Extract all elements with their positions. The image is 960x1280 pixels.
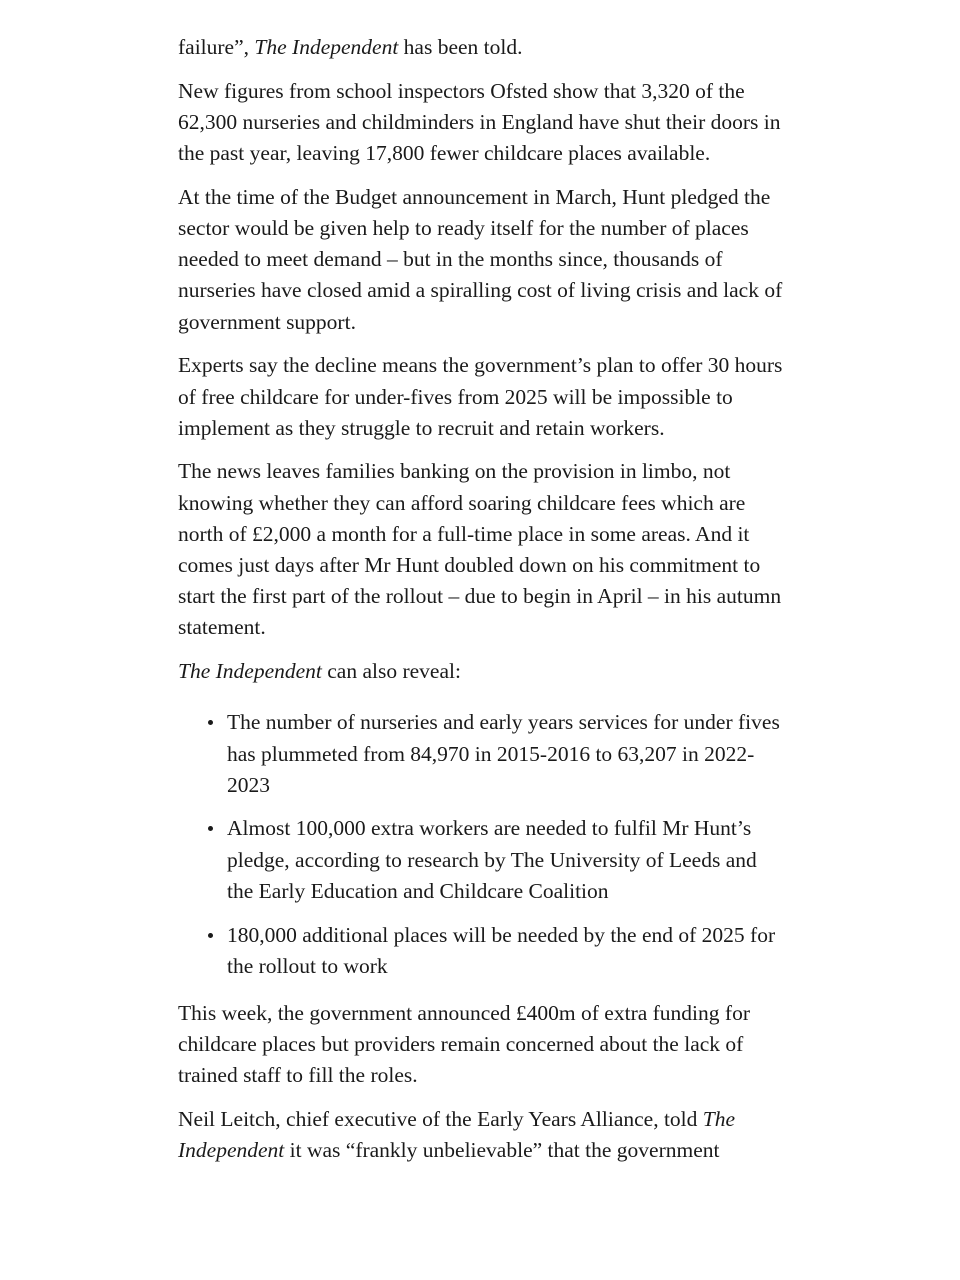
article-body [178,32,788,1179]
paragraph-text: it was “frankly unbelievable” that the government [284,1138,720,1163]
bullet-list [178,707,788,982]
paragraph-families: The news leaves families banking on the provision in limbo, not knowing whether they can afford soaring childcare fees which are north of £2,000 a month for a full-time place in some areas. And it comes just days after Mr Hunt doubled down on his commitment to start the first part of the rollout – due to begin in April – in his autumn statement. [178,459,782,640]
paragraph-text: Neil Leitch, chief executive of the Early Years Alliance, told [178,1107,703,1132]
publication-name: The Independent [178,1107,736,1163]
bullet-item: 180,000 additional places will be needed by the end of 2025 for the rollout to work [227,920,788,982]
paragraph-reveal [178,656,788,687]
bullet-item: The number of nurseries and early years services for under fives has plummeted from 84,970 in 2015-2016 to 63,207 in 2022-2023 [227,707,788,801]
paragraph-funding: This week, the government announced £400m of extra funding for childcare places but providers remain concerned about the lack of trained staff to fill the roles. [178,1000,750,1088]
paragraph-experts: Experts say the decline means the government’s plan to offer 30 hours of free childcare for under-fives from 2025 will be impossible to implement as they struggle to recruit and retain workers. [178,353,783,440]
paragraph-text: can also reveal: [321,659,461,684]
paragraph-text: failure”, [178,35,255,59]
paragraph-budget-announcement: At the time of the Budget announcement in March, Hunt pledged the sector would be given help to ready itself for the number of places needed to meet demand – but in the months since, thousands of nurseries have closed amid a spiralling cost of living crisis and lack of government support. [178,184,783,334]
publication-name: The Independent [178,659,322,684]
paragraph-text: has been told. [398,35,523,59]
paragraph-ofsted-figures: New figures from school inspectors Ofsted show that 3,320 of the 62,300 nurseries and childminders in England have shut their doors in the past year, leaving 17,800 fewer childcare places available. [178,78,781,166]
paragraph-failure-quote [178,32,788,63]
publication-name: The Independent [254,35,399,59]
paragraph-neil-leitch [178,1104,788,1166]
bullet-item: Almost 100,000 extra workers are needed to fulfil Mr Hunt’s pledge, according to research by The University of Leeds and the Early Education and Childcare Coalition [227,813,788,907]
